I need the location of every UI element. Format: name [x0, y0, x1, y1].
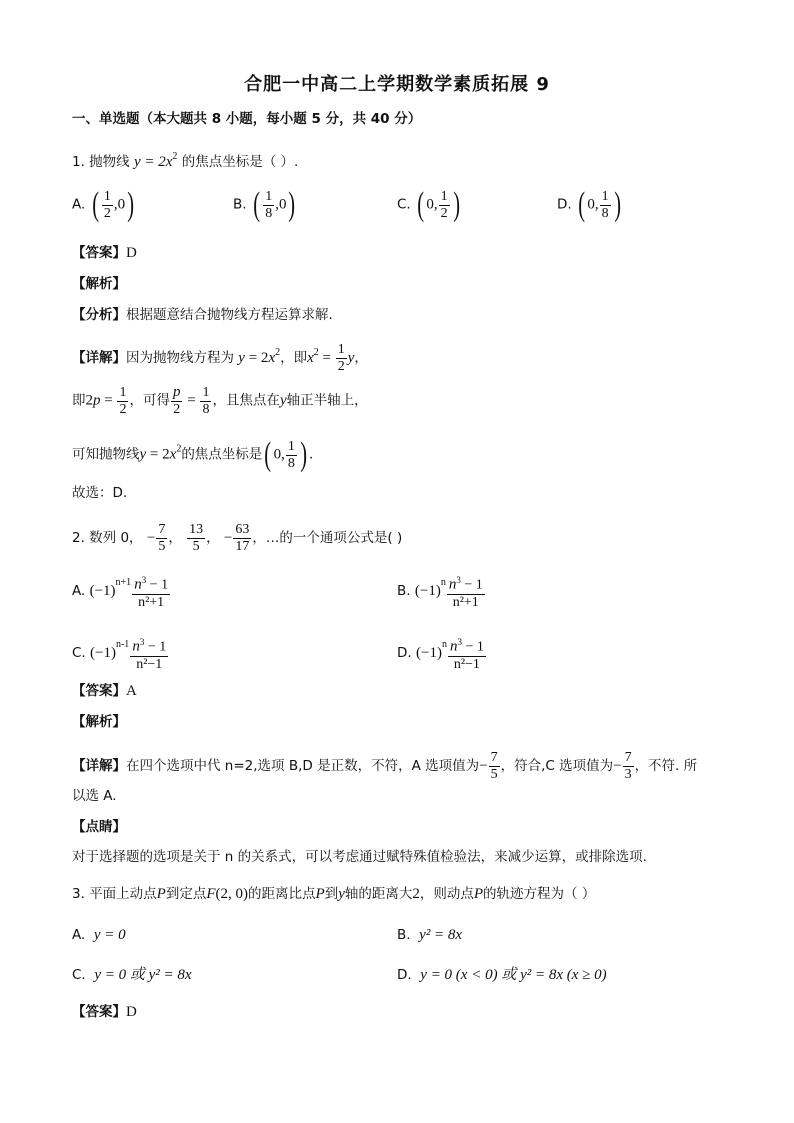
q3-option-d — [397, 966, 607, 984]
q2-stem-pre: 2. 数列 0， — [72, 530, 143, 546]
q2-term-num: 7 — [158, 522, 166, 537]
q3-option-a — [72, 926, 126, 944]
q2-detail-line-1: 【详解】在四个选项中代 n=2,选项 B,D 是正数，不符，A 选项值为− $\frac{7}{5}$ ，符合,C 选项值为− $\frac{7}{3}$ ，不符. 所 — [72, 750, 698, 782]
text-fragment: 的焦点坐标是 — [181, 446, 263, 463]
answer-tag: 【答案】 — [72, 245, 126, 261]
text-fragment: ，符合,C 选项值为 — [500, 758, 614, 774]
q2-option-a: A. $(-1)^{n+1}$ $\frac{n^3 - 1}{\text{n²+1}}$ — [72, 572, 171, 611]
q1-detail-line-3: 可知抛物线$y = 2x^2$的焦点坐标是( 0, $\frac{1}{8}$ ) . — [72, 436, 313, 473]
q1-detail-line-2: 即2p = $\frac{1}{2}$ ，可得 $\frac{p}{2}$ = $\frac{1}{8}$ ，且焦点在y轴正半轴上， — [72, 384, 368, 417]
q3-option-label: D. — [397, 967, 412, 983]
q3-answer-value: D — [126, 1004, 137, 1020]
text-fragment: 可知抛物线 — [72, 446, 140, 463]
q2-detail-line-2: 以选 A. — [72, 788, 117, 804]
q2-option-label: A. — [72, 582, 86, 599]
q2-option-label: C. — [72, 644, 86, 661]
text-fragment: 到 — [324, 886, 339, 902]
q1-option-label: D. — [557, 196, 572, 213]
q1-option-b: B. ( $\frac{1}{8}$ ,0) — [233, 186, 296, 223]
q3-option-label: C. — [72, 967, 86, 983]
q1-detail-line-1: 【详解】因为抛物线方程为 $y = 2x^2$，即$x^2$ = $\frac{1}{2}$ y， — [72, 342, 368, 374]
q3-option-text: y = 0 或 y² = 8x — [94, 967, 192, 983]
q2-option-label: D. — [397, 644, 412, 661]
q2-answer — [72, 682, 137, 700]
q1-answer-value: D — [126, 245, 137, 261]
text-fragment: 3. 平面上动点 — [72, 886, 157, 902]
text-fragment: ，且焦点在 — [212, 392, 280, 409]
q1-a-den: 2 — [103, 205, 111, 221]
fenxi-tag: 【分析】 — [72, 307, 126, 323]
q1-b-num: 1 — [265, 188, 273, 204]
document-title: 合肥一中高二上学期数学素质拓展 9 — [244, 74, 550, 95]
q2-option-c: C. $(-1)^{n-1}$ $\frac{n^3 - 1}{\text{n²−1}}$ — [72, 634, 169, 673]
q1-option-label: C. — [397, 196, 411, 213]
text-fragment: 即 — [72, 392, 86, 409]
q1-option-d: D. ( 0, $\frac{1}{8}$ ) — [557, 186, 621, 223]
text-fragment: ，则动点 — [419, 886, 474, 902]
q1-d-first: 0 — [587, 196, 595, 213]
q2-option-b: B. $(-1)^n$ $\frac{n^3 - 1}{\text{n²+1}}$ — [397, 572, 486, 611]
fenxi-text: 根据题意结合抛物线方程运算求解. — [126, 307, 333, 323]
q2-term-sign: − — [146, 530, 156, 546]
q2-dianjing-text: 对于选择题的选项是关于 n 的关系式，可以考虑通过赋特殊值检验法，来减少运算，或排除选项. — [72, 849, 647, 865]
q1-b-den: 8 — [265, 205, 273, 221]
q2-term-sign: − — [223, 530, 233, 546]
q2-stem: 2. 数列 0， − $\frac{7}{5}$ ， $\frac{13}{5}$ ， − $\frac{63}{17}$ ，…的一个通项公式是( ) — [72, 522, 403, 554]
q1-fenxi — [72, 306, 333, 324]
q1-stem-eq: y = 2x — [133, 154, 173, 170]
q1-stem-post: 的焦点坐标是（ ）. — [181, 154, 299, 170]
q1-option-c: C. ( 0, $\frac{1}{2}$ ) — [397, 186, 460, 223]
text-fragment: 轴的距离大 — [344, 886, 413, 902]
q3-option-b — [397, 926, 462, 944]
q2-term-num: 13 — [189, 522, 204, 537]
q1-a-num: 1 — [103, 188, 111, 204]
q3-option-text: y² = 8x — [419, 927, 463, 943]
q2-option-den: n²+1 — [452, 594, 479, 610]
text-fragment: ，可得 — [129, 392, 170, 409]
answer-tag: 【答案】 — [72, 683, 126, 699]
q3-option-label: A. — [72, 927, 86, 943]
text-fragment: 因为抛物线方程为 — [126, 350, 234, 366]
q1-d-num: 1 — [601, 188, 609, 204]
text-fragment: 到定点 — [165, 886, 207, 902]
q2-stem-post: ，…的一个通项公式是( ) — [252, 530, 403, 546]
text-fragment: ， — [354, 350, 368, 366]
q2-dianjing-tag: 【点睛】 — [72, 819, 126, 835]
q3-stem: 3. 平面上动点P到定点F(2, 0)的距离比点P到y轴的距离大2，则动点P的轨迹方程为（ ） — [72, 886, 596, 902]
q1-stem: 1. 抛物线 $y = 2x^2$ 的焦点坐标是（ ）. — [72, 151, 299, 170]
xiangjie-tag: 【详解】 — [72, 350, 126, 366]
xiangjie-tag: 【详解】 — [72, 758, 126, 774]
q2-option-exp: n — [441, 638, 447, 650]
text-fragment: 轴正半轴上， — [286, 392, 368, 409]
q3-answer — [72, 1003, 137, 1021]
q1-option-a: A. ( $\frac{1}{2}$ ,0) — [72, 186, 135, 223]
q2-term-den: 5 — [192, 539, 200, 554]
text-fragment: 的距离比点 — [248, 886, 316, 902]
q1-c-num: 1 — [440, 188, 448, 204]
text-fragment: ，即 — [280, 350, 308, 366]
q2-option-exp: n-1 — [115, 638, 130, 650]
q3-option-label: B. — [397, 927, 411, 943]
q1-c-first: 0 — [426, 196, 434, 213]
q3-option-c — [72, 966, 192, 984]
q2-option-d: D. $(-1)^n$ $\frac{n^3 - 1}{\text{n²−1}}$ — [397, 634, 487, 673]
section-heading: 一、单选题（本大题共 8 小题，每小题 5 分，共 40 分） — [72, 111, 422, 127]
q2-option-label: B. — [397, 582, 411, 599]
q1-option-label: B. — [233, 196, 247, 213]
q3-option-text: y = 0 (x < 0) 或 y² = 8x (x ≥ 0) — [420, 967, 607, 983]
q2-jiexi-tag: 【解析】 — [72, 714, 126, 730]
q1-stem-pre: 1. 抛物线 — [72, 154, 130, 170]
q1-c-den: 2 — [440, 205, 448, 221]
q1-d-den: 8 — [601, 205, 609, 221]
q1-b-second: 0 — [278, 196, 287, 213]
q1-option-label: A. — [72, 196, 86, 213]
answer-tag: 【答案】 — [72, 1004, 126, 1020]
q3-option-text: y = 0 — [93, 927, 126, 943]
text-fragment: 在四个选项中代 n=2,选项 B,D 是正数，不符，A 选项值为 — [126, 758, 480, 774]
q2-term-num: 63 — [235, 522, 250, 537]
q2-option-den: n²−1 — [453, 656, 480, 672]
q2-option-exp: n+1 — [115, 576, 132, 588]
text-fragment: 的轨迹方程为（ ） — [483, 886, 596, 902]
q2-option-den: n²−1 — [136, 656, 163, 672]
text-fragment: ，不符. 所 — [634, 758, 698, 774]
q1-jiexi-tag: 【解析】 — [72, 276, 126, 292]
q2-option-exp: n — [440, 576, 446, 588]
q2-option-den: n²+1 — [138, 594, 165, 610]
q1-answer — [72, 244, 137, 262]
q2-term-den: 17 — [235, 539, 250, 554]
q2-term-den: 5 — [158, 539, 166, 554]
q1-conclusion: 故选：D. — [72, 485, 128, 501]
q1-a-second: 0 — [117, 196, 126, 213]
q2-answer-value: A — [126, 683, 137, 699]
